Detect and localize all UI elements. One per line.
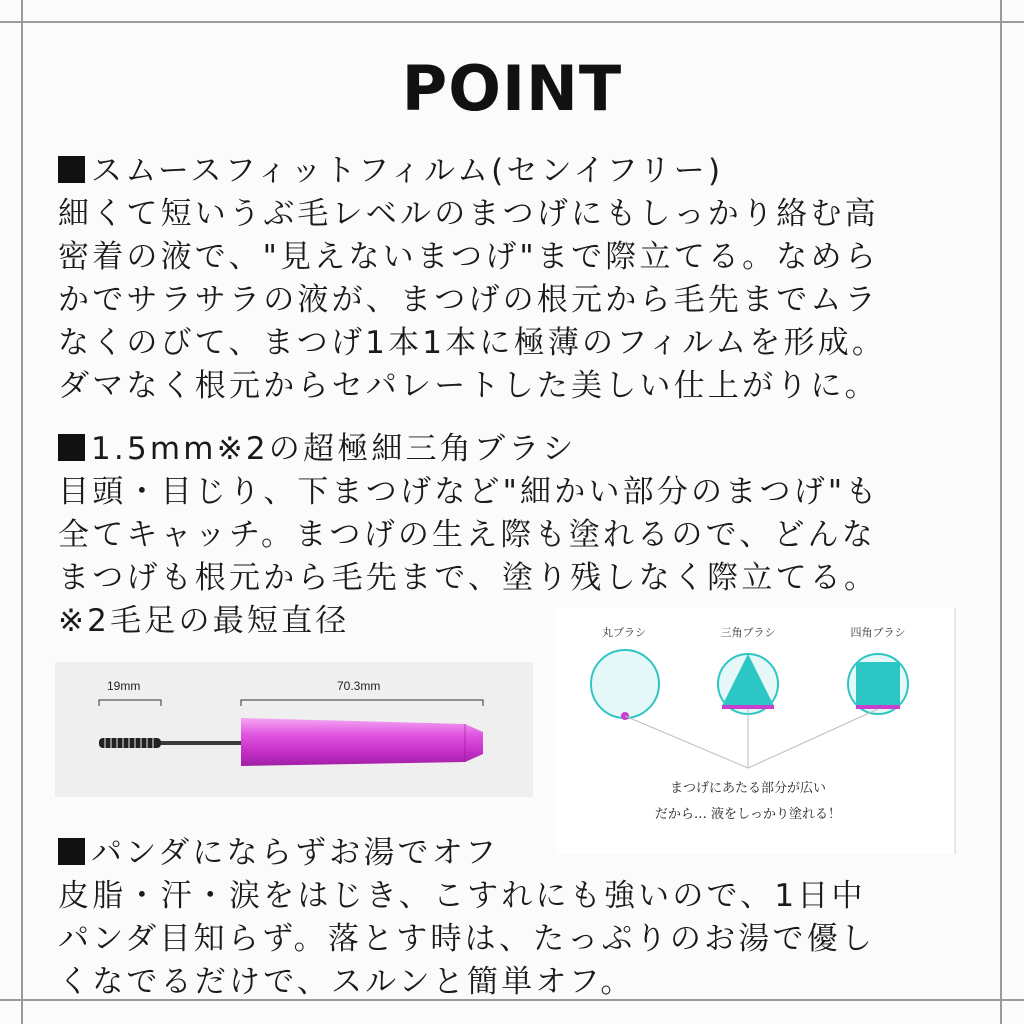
heading-text: 1.5mm※2の超極細三角ブラシ (91, 431, 577, 467)
body-line: 密着の液で、"見えないまつげ"まで際立てる。なめら (58, 239, 879, 275)
diagram-caption-line2: だから… 液をしっかり塗れる！ (654, 807, 842, 822)
section-panda-free (58, 832, 978, 1004)
square-brush-label: 四角ブラシ (850, 626, 906, 639)
frame-top-line (0, 21, 1024, 23)
body-line: まつげも根元から毛先まで、塗り残しなく際立てる。 (58, 560, 879, 596)
triangle-brush-label: 三角ブラシ (720, 626, 776, 639)
square-bullet-icon (58, 434, 85, 461)
heading-text: パンダにならずお湯でオフ (91, 835, 500, 871)
round-brush-shape (591, 650, 659, 718)
footnote: ※2毛足の最短直径 (58, 603, 350, 639)
section-heading (58, 428, 978, 471)
square-brush-shape (856, 662, 900, 706)
body-line: 全てキャッチ。まつげの生え際も塗れるので、どんな (58, 517, 877, 553)
section-smooth-fit-film (58, 150, 978, 408)
square-bullet-icon (58, 156, 85, 183)
section-heading (58, 832, 978, 875)
mascara-wand-image (55, 662, 533, 797)
section-heading (58, 150, 978, 193)
body-line: ダマなく根元からセパレートした美しい仕上がりに。 (58, 368, 879, 404)
body-line: 目頭・目じり、下まつげなど"細かい部分のまつげ"も (58, 474, 880, 510)
round-brush-label: 丸ブラシ (602, 626, 646, 639)
square-bullet-icon (58, 838, 85, 865)
heading-text: スムースフィットフィルム(センイフリー) (91, 153, 724, 189)
body-line: 細くて短いうぶ毛レベルのまつげにもしっかり絡む高 (58, 196, 879, 232)
frame-right-line (1000, 0, 1002, 1024)
body-line: なくのびて、まつげ1本1本に極薄のフィルムを形成。 (58, 325, 887, 361)
brush-length-label: 19mm (107, 679, 141, 693)
tube-length-label: 70.3mm (337, 679, 381, 693)
body-line: くなでるだけで、スルンと簡単オフ。 (58, 964, 635, 1000)
body-line: 皮脂・汗・涙をはじき、こすれにも強いので、1日中 (58, 878, 866, 914)
frame-left-line (21, 0, 23, 1024)
diagram-caption-line1: まつげにあたる部分が広い (669, 781, 827, 796)
body-line: かでサラサラの液が、まつげの根元から毛先までムラ (58, 282, 879, 318)
brush-comparison-diagram (556, 608, 956, 854)
page-title: POINT (401, 52, 623, 125)
body-line: パンダ目知らず。落とす時は、たっぷりのお湯で優し (58, 921, 876, 957)
